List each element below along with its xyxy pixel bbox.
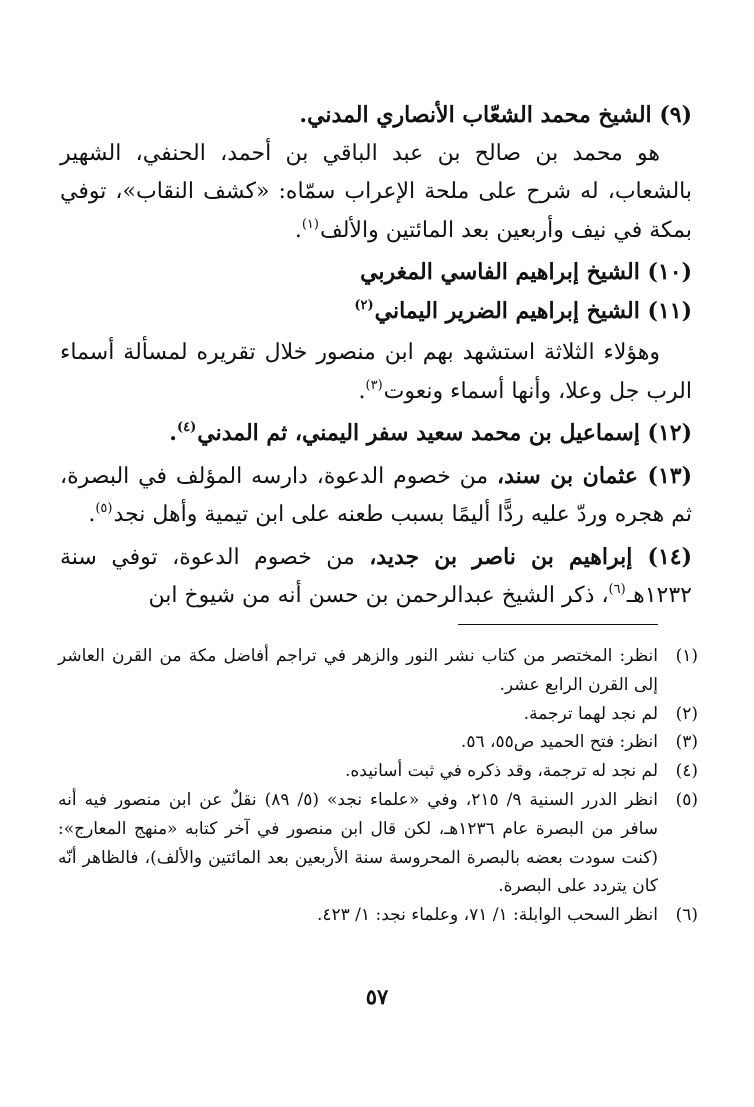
- footnote-number: (٣): [675, 732, 698, 753]
- footnote-separator: [458, 624, 658, 625]
- entry-heading-13: (١٣) عثمان بن سند،: [497, 462, 693, 489]
- footnote-number: (٢): [675, 703, 698, 724]
- footnote-item: [58, 757, 698, 786]
- footnote-number: (٤): [675, 761, 698, 782]
- footnote-number: (٦): [675, 905, 698, 926]
- footnote-text: انظر الدرر السنية ٩/ ٢١٥، وفي «علماء نجد» (٥/ ٨٩) نقلٌ عن ابن منصور فيه أنه سافر من البصرة عام ١٢٣٦هـ، لكن قال ابن منصور في آخر كتابه «منهج المعارج»: (كنت سودت بعضه بالبصرة المحروسة سنة الأربعين بعد المائتين والألف)، فالظاهر أنّه كان يتردد على البصرة.: [58, 789, 658, 897]
- footnotes-list: [58, 642, 698, 930]
- footnote-item: [58, 700, 698, 729]
- entry-paragraph-13: [60, 457, 692, 538]
- footnote-ref-6[interactable]: (٦): [608, 582, 626, 597]
- commentary-paragraph-end: .: [358, 378, 366, 404]
- footnote-ref-1[interactable]: (١): [301, 216, 319, 232]
- footnote-ref-3[interactable]: (٣): [365, 377, 383, 393]
- entry-paragraph-14-text-a: من خصوم الدعوة، توفي سنة ١٢٣٢هـ: [60, 544, 692, 608]
- entry-paragraph-14-text-b: ، ذكر الشيخ عبدالرحمن بن حسن أنه من شيوخ ابن: [148, 583, 609, 608]
- entry-heading-9: [60, 96, 692, 135]
- commentary-paragraph: [60, 334, 692, 414]
- entry-paragraph-13-text: من خصوم الدعوة، دارسه المؤلف في البصرة، ثم هجره وردّ عليه ردًّا أليمًا بسبب طعنه على ابن تيمية وأهل نجد: [60, 463, 692, 527]
- footnote-ref-5[interactable]: (٥): [95, 501, 113, 516]
- footnote-item: [58, 642, 698, 700]
- entry-heading-11-text: (١١) الشيخ إبراهيم الضرير اليماني: [374, 297, 692, 324]
- main-text: [60, 96, 692, 619]
- entry-heading-10-text: (١٠) الشيخ إبراهيم الفاسي المغربي: [360, 259, 692, 285]
- entry-paragraph-13-end: .: [88, 502, 96, 527]
- entry-paragraph-9: [60, 135, 692, 254]
- entry-heading-10: [60, 253, 692, 292]
- commentary-paragraph-text: وهؤلاء الثلاثة استشهد بهم ابن منصور خلال تقريره لمسألة أسماء الرب جل وعلا، وأنها أسماء ونعوت: [60, 340, 692, 404]
- entry-paragraph-9-text: هو محمد بن صالح بن عبد الباقي بن أحمد، الحنفي، الشهير بالشعاب، له شرح على ملحة الإعراب سمّاه: «كشف النقاب»، توفي بمكة في نيف وأربعين بعد المائتين والألف: [60, 140, 692, 243]
- entry-heading-12: [60, 414, 692, 457]
- entry-heading-12-end: .: [169, 420, 177, 446]
- footnote-item: [58, 901, 698, 930]
- footnote-ref-4[interactable]: (٤): [176, 420, 197, 435]
- footnote-text: انظر السحب الوابلة: ١/ ٧١، وعلماء نجد: ١/ ٤٢٣.: [316, 905, 658, 926]
- footnote-number: (١): [675, 646, 698, 666]
- entry-heading-9-text: (٩) الشيخ محمد الشعّاب الأنصاري المدني.: [299, 102, 692, 128]
- entry-paragraph-14: [60, 538, 692, 619]
- footnote-item: [58, 786, 698, 901]
- footnote-text: لم نجد لهما ترجمة.: [523, 703, 658, 724]
- entry-heading-14: (١٤) إبراهيم بن ناصر بن جديد،: [369, 543, 692, 570]
- footnote-number: (٥): [675, 789, 698, 810]
- footnote-text: انظر: فتح الحميد ص٥٥، ٥٦.: [460, 732, 658, 753]
- entry-heading-11: [60, 292, 692, 335]
- footnote-ref-2[interactable]: (٢): [354, 297, 374, 313]
- page-number: ٥٧: [365, 984, 389, 1009]
- footnote-text: انظر: المختصر من كتاب نشر النور والزهر في تراجم أفاضل مكة من القرن العاشر إلى القرن الرابع عشر.: [58, 646, 658, 695]
- entry-heading-12-text: (١٢) إسماعيل بن محمد سعيد سفر اليمني، ثم المدني: [197, 420, 692, 446]
- entry-paragraph-9-end: .: [294, 217, 302, 243]
- footnote-item: [58, 728, 698, 757]
- footnote-text: لم نجد له ترجمة، وقد ذكره في ثبت أسانيده.: [345, 761, 658, 782]
